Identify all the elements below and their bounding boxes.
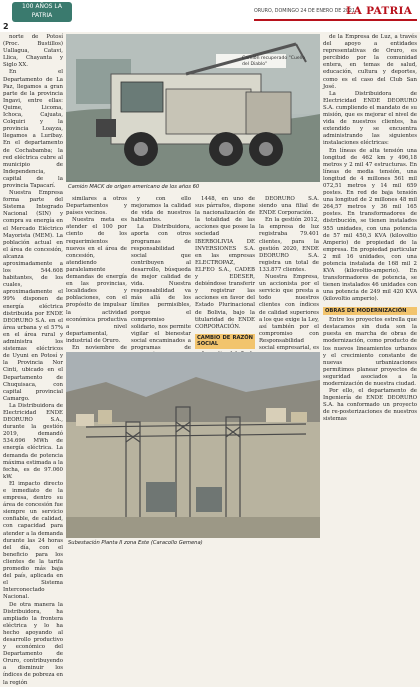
article-paragraph: norte de Potosí (Proc. Bustillos) Uallagua, Catavi, Llica, Chayanta y Siglo XX. bbox=[3, 34, 63, 69]
column-6-paragraphs-b bbox=[323, 317, 417, 423]
article-column-6 bbox=[323, 34, 417, 550]
article-paragraph: Nuestra Empresa forma parte del Sistema Integrado Nacional (SIN) y compra su energía en el Mercado Eléctrico Mayorista (MEM). La población actual en el área de concesión, alcanza aproximadamente a los 544.608 habitantes, de los cuales, aproximadamente el 99% disponen de energía eléctrica distribuida por ENDE DEORURO S.A. en el área urbana y el 57% en el área rural y administra los sistemas eléctricos de Uyuni en Potosí y la Provincia Nor Cinti, ubicado en el Departamento de Chuquisaca, con capital provincial Camargo. bbox=[3, 190, 63, 402]
newspaper-anniversary-logo bbox=[12, 2, 72, 22]
article-paragraph: En noviembre de bbox=[72, 344, 127, 351]
column-6-paragraphs bbox=[323, 34, 417, 304]
page-header bbox=[0, 0, 420, 32]
truck-photo bbox=[66, 34, 320, 182]
column-1-paragraphs bbox=[3, 34, 63, 687]
subhead-modernizacion: OBRAS DE MODERNIZACIÓN bbox=[323, 307, 417, 316]
article-column-2 bbox=[66, 196, 127, 351]
logo-text: 100 AÑOS LA PATRIA bbox=[22, 3, 62, 19]
article-column-4 bbox=[195, 196, 255, 348]
article-column-1 bbox=[3, 34, 63, 686]
article-paragraph: El impacto directo e inmediato de la empresa, dentro su área de concesión fue siempre un servicio confiable, de calidad, con capacidad para atender a la demanda durante las 24 horas del día, con el beneficio para los clientes de la tarifa promedio más baja del país, aplicada en el Sistema Interconectado Nacional. bbox=[3, 480, 63, 601]
article-paragraph: En el Departamento de La Paz, llegamos a gran parte de la provincia Ingavi, entre ellas: Quime, Licoma, Ichoca, Cajuata, Colquiri y la provincia Loayza, llegamos a Luribay. En el departamento de Cochabamba; la red eléctrica cubre al municipio de Independencia, capital de la provincia Tapacarí. bbox=[3, 69, 63, 189]
brand-rule bbox=[254, 19, 417, 21]
article-paragraph: La Distribuidora, aporta con otros programas de responsabilidad social que contribuyen al desarrollo, búsqueda de mejor calidad de vida. Nuestra responsabilidad va más allá de los límites permisibles, porque el compromiso solidario, nos permite vigilar el bienestar social encaminados a programas de bbox=[131, 224, 191, 351]
article-column-3 bbox=[131, 196, 191, 351]
article-paragraph: Nuestra Empresa, un accionista por el servicio que presta a todo nuestros clientes con índices de calidad superiores a los que exige la Ley, así también por el compromiso con Responsabilidad social empresarial, es bbox=[259, 274, 319, 351]
page-number: 2 bbox=[3, 22, 9, 31]
article-paragraph: La Distribuidora de Electricidad ENDE DEORURO S.A., durante la gestión 2019, demandó 534.696 MWh de energía eléctrica. La demanda de potencia máxima estimada a la fecha, es de 97.060 kW. bbox=[3, 402, 63, 480]
article-paragraph: En la gestión 2012, la empresa de luz registraba 79.401 clientes, para la gestión 2020, ENDE DEORURO S.A. registra un total de 133.877 clientes. bbox=[259, 217, 319, 273]
photo-inner-caption: Camión recuperado "Cuello del Diablo" bbox=[242, 56, 306, 67]
article-paragraph: De otra manera la Distribuidora, ha ampliado la frontera eléctrica y lo ha hecho apoyando al desarrollo productivo y económico del Departamento de Oruro, contribuyendo a disminuir los índices de pobreza en la región bbox=[3, 601, 63, 686]
article-column-5 bbox=[259, 196, 319, 351]
article-paragraph: Nuestra meta es atender el 100 por ciento de los requerimientos nuevos en el área de concesión, atendiendo paralelamente demandas de energía en las provincias, localidades y poblaciones, con el propósito de impulsar la actividad económica productiva a nivel departamental, industrial de Oruro. bbox=[66, 217, 127, 344]
article-paragraph: La Distribuidora de Electricidad ENDE DEORURO S.A. cumpliendo el mandato de su misión, que es mejorar el nivel de vida de nuestros clientes, ha extendido y se encuentra administrando las siguientes instalaciones eléctricas: bbox=[323, 90, 417, 147]
article-paragraph: similares a otros Departamentos y países vecinos. bbox=[66, 196, 127, 217]
article-paragraph: Entre los proyectos estrella que destacamos sin duda son la puesta en marcha de obras de modernización, como producto de los nuevos lineamientos urbanos y el crecimiento constante de nuevas urbanizaciones permitimos planear proyectos de seguridad asociados a la modernización de nuestra ciudad. bbox=[323, 317, 417, 387]
column-4-paragraphs bbox=[195, 196, 255, 331]
article-paragraph: En líneas de alta tensión una longitud de 462 km y 496,18 metros y 2 mil 47 estructuras. En líneas de media tensión, una longitud de 4 millones 561 mil 072,51 metros y 14 mil 659 postes. En red de baja tensión una longitud de 2 millones 48 mil 264,57 metros y 36 mil 165 postes. En transformadores de distribución, se tienen instalados 955 unidades, con una potencia de 57 mil 450,3 KVA (kilovoltio Amperio) de propiedad de la empresa. En propiedad particular 2 mil 16 unidades, con una potencia instalada de 168 mil 2 KVA (kilovoltio-amperio). En transformadores de potencia, se tienen instalados 46 unidades con una potencia de 249 mil 420 KVA (kilovoltio amperio). bbox=[323, 147, 417, 303]
newspaper-brand: LA PATRIA bbox=[346, 5, 413, 17]
subhead-razon-social: CAMBIO DE RAZÓN SOCIAL bbox=[197, 334, 253, 348]
article-paragraph: de la Empresa de Luz, a través del apoyo a entidades representativas de Oruro, es percibido por la comunidad entera, en temas de salud, educación, cultura y deportes, como es el caso del Club San José. bbox=[323, 34, 417, 90]
article-paragraph: y con ello mejoramos la calidad de vida de nuestros habitantes. bbox=[131, 196, 191, 224]
dateline: ORURO, DOMINGO 24 DE ENERO DE 2021 bbox=[254, 9, 356, 14]
substation-photo bbox=[66, 352, 320, 538]
article-paragraph: DEORURO S.A. siendo una filial de ENDE Corporación. bbox=[259, 196, 319, 217]
substation-photo-image bbox=[66, 352, 320, 538]
truck-photo-caption: Camión MACK de origen americano de los años 60 bbox=[68, 184, 200, 190]
article-paragraph: 1448, en uno de sus párrafos, dispone la nacionalización de la totalidad de las acciones que posee la sociedad IBERBOLIVIA DE INVERSIONES S.A. en las empresas ELECTROPAZ, ELFEO S.A., CADEB y EDESER, debiéndose transferir y registrar las acciones en favor del Estado Plurinacional de Bolivia, bajo la titularidad de ENDE CORPORACIÓN. bbox=[195, 196, 255, 330]
substation-photo-caption: Subestación Planta II zona Este (Caracollo Gemena) bbox=[68, 540, 203, 546]
article-paragraph: Por ello, el departamento de Ingeniería de ENDE DEORURO S.A. ha conformado un proyecto de re-posterizaciones de nuestros sistemas bbox=[323, 388, 417, 423]
